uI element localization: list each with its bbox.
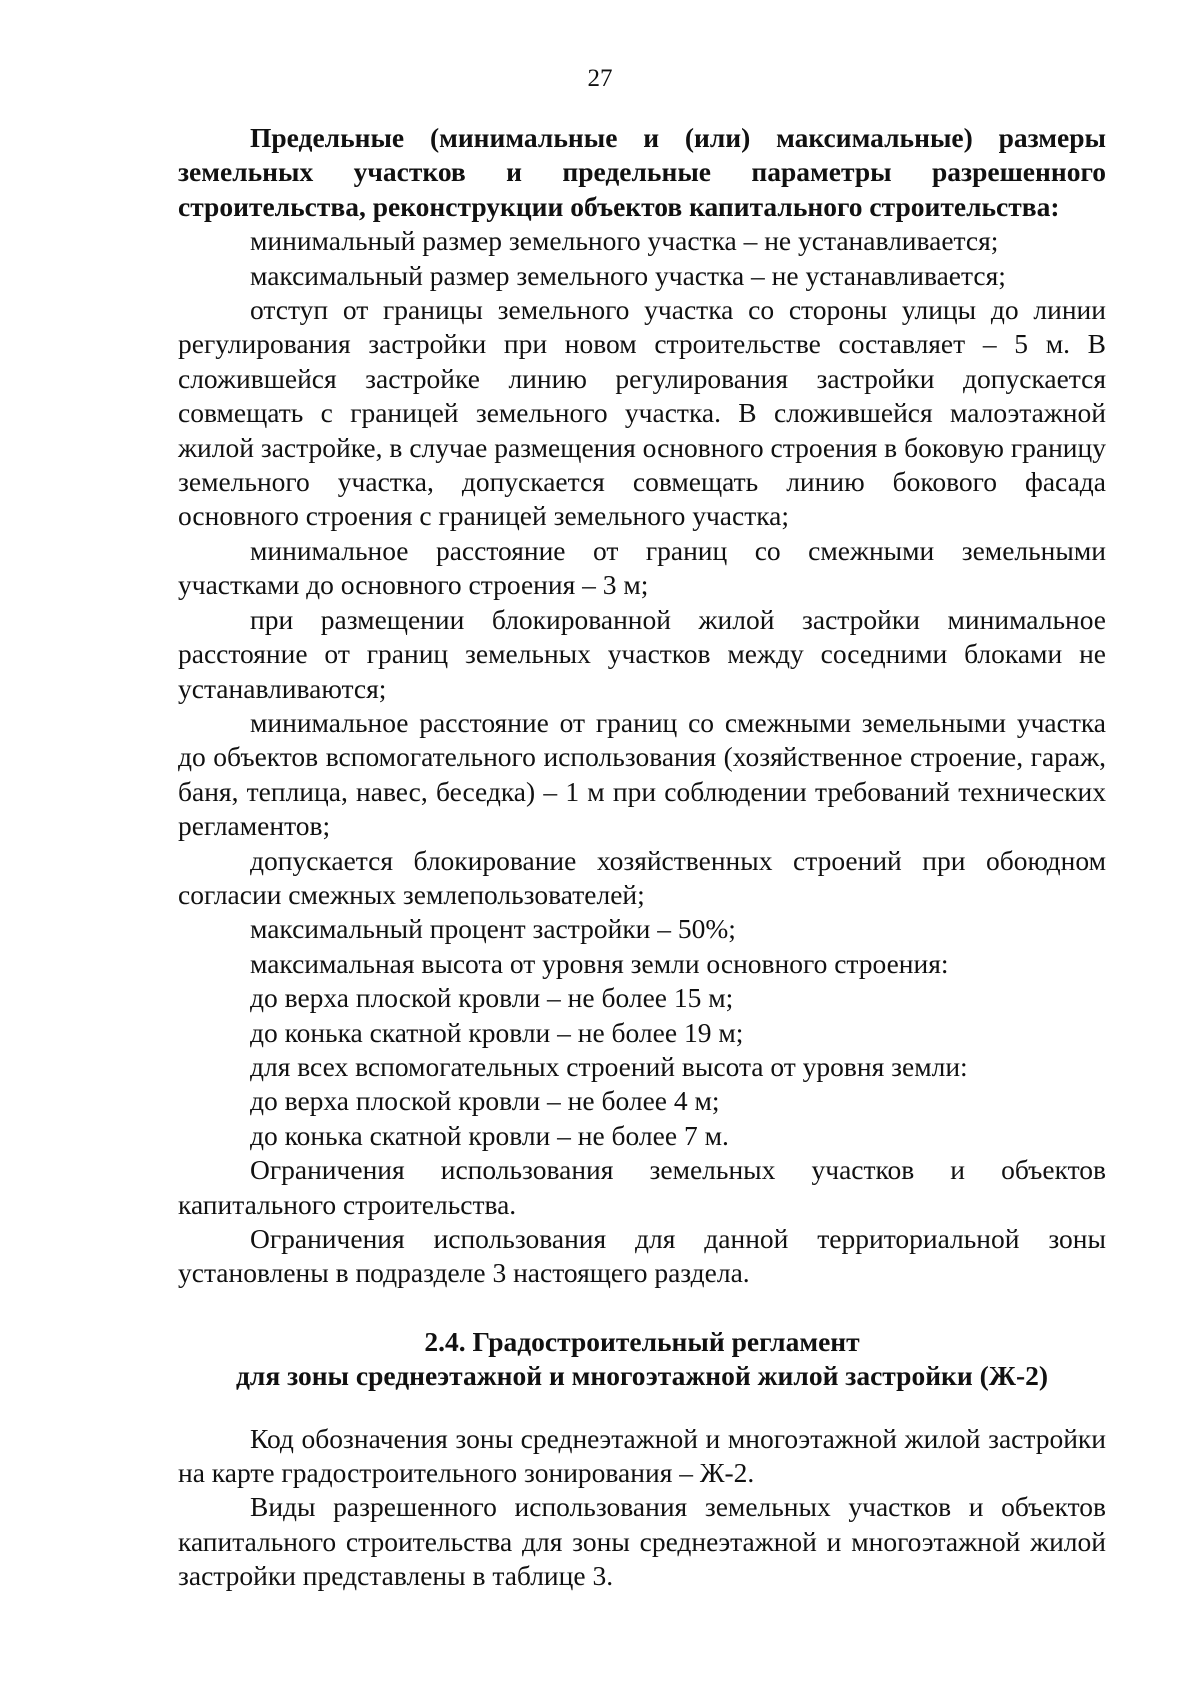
paragraph-auxiliary-height: для всех вспомогательных строений высота от уровня земли: <box>250 1050 968 1082</box>
page-number: 27 <box>587 65 613 92</box>
document-body <box>178 121 1106 1594</box>
paragraph-flat-roof-main: до верха плоской кровли – не более 15 м; <box>250 982 734 1014</box>
paragraph-max-coverage: максимальный процент застройки – 50%; <box>250 913 736 945</box>
section-title-line-2: для зоны среднеэтажной и многоэтажной жилой застройки (Ж-2) <box>235 1360 1049 1392</box>
paragraph-min-plot-size: минимальный размер земельного участка – не устанавливается; <box>250 225 999 257</box>
parameters-heading: Предельные (минимальные и (или) максимальные) размеры земельных участков и предельные параметры разрешенного строительства, реконструкции объектов капитального строительства: <box>178 122 1106 222</box>
paragraph-usage-restrictions: Ограничения использования земельных участков и объектов капитального строительства. <box>178 1154 1106 1220</box>
section-title-line-1: 2.4. Градостроительный регламент <box>424 1325 860 1357</box>
paragraph-adjacent-distance: минимальное расстояние от границ со смежными земельными участками до основного строения – 3 м; <box>178 534 1106 601</box>
paragraph-permitted-uses: Виды разрешенного использования земельных участков и объектов капитального строительства для зоны среднеэтажной и многоэтажной жилой застройки представлены в таблице 3. <box>178 1491 1106 1592</box>
paragraph-max-plot-size: максимальный размер земельного участка – не устанавливается; <box>250 259 1006 291</box>
paragraph-pitched-roof-main: до конька скатной кровли – не более 19 м; <box>250 1016 744 1048</box>
paragraph-pitched-roof-auxiliary: до конька скатной кровли – не более 7 м. <box>250 1119 729 1151</box>
section-spacer <box>178 1291 1106 1325</box>
paragraph-zone-code: Код обозначения зоны среднеэтажной и многоэтажной жилой застройки на карте градостроительного зонирования – Ж-2. <box>178 1422 1106 1489</box>
paragraph-blocked-housing: при размещении блокированной жилой застройки минимальное расстояние от границ земельных участков между соседними блоками не устанавливаются; <box>178 603 1106 704</box>
paragraph-blocking-allowed: допускается блокирование хозяйственных строений при обоюдном согласии смежных землепользователей; <box>178 844 1106 910</box>
paragraph-main-height: максимальная высота от уровня земли основного строения: <box>250 947 949 979</box>
section-title-spacer <box>178 1394 1106 1422</box>
paragraph-flat-roof-auxiliary: до верха плоской кровли – не более 4 м; <box>250 1085 720 1117</box>
paragraph-street-setback: отступ от границы земельного участка со стороны улицы до линии регулирования застройки при новом строительстве составляет – 5 м. В сложившейся застройке линию регулирования застройки допускается совмещать с границей земельного участка. В сложившейся малоэтажной жилой застройке, в случае размещения основного строения в боковую границу земельного участка, допускается совмещать линию бокового фасада основного строения с границей земельного участка; <box>178 294 1106 532</box>
paragraph-zone-restrictions: Ограничения использования для данной территориальной зоны установлены в подразделе 3 настоящего раздела. <box>178 1223 1106 1289</box>
paragraph-auxiliary-distance: минимальное расстояние от границ со смежными земельными участка до объектов вспомогательного использования (хозяйственное строение, гараж, баня, теплица, навес, беседка) – 1 м при соблюдении требований технических регламентов; <box>178 706 1106 842</box>
